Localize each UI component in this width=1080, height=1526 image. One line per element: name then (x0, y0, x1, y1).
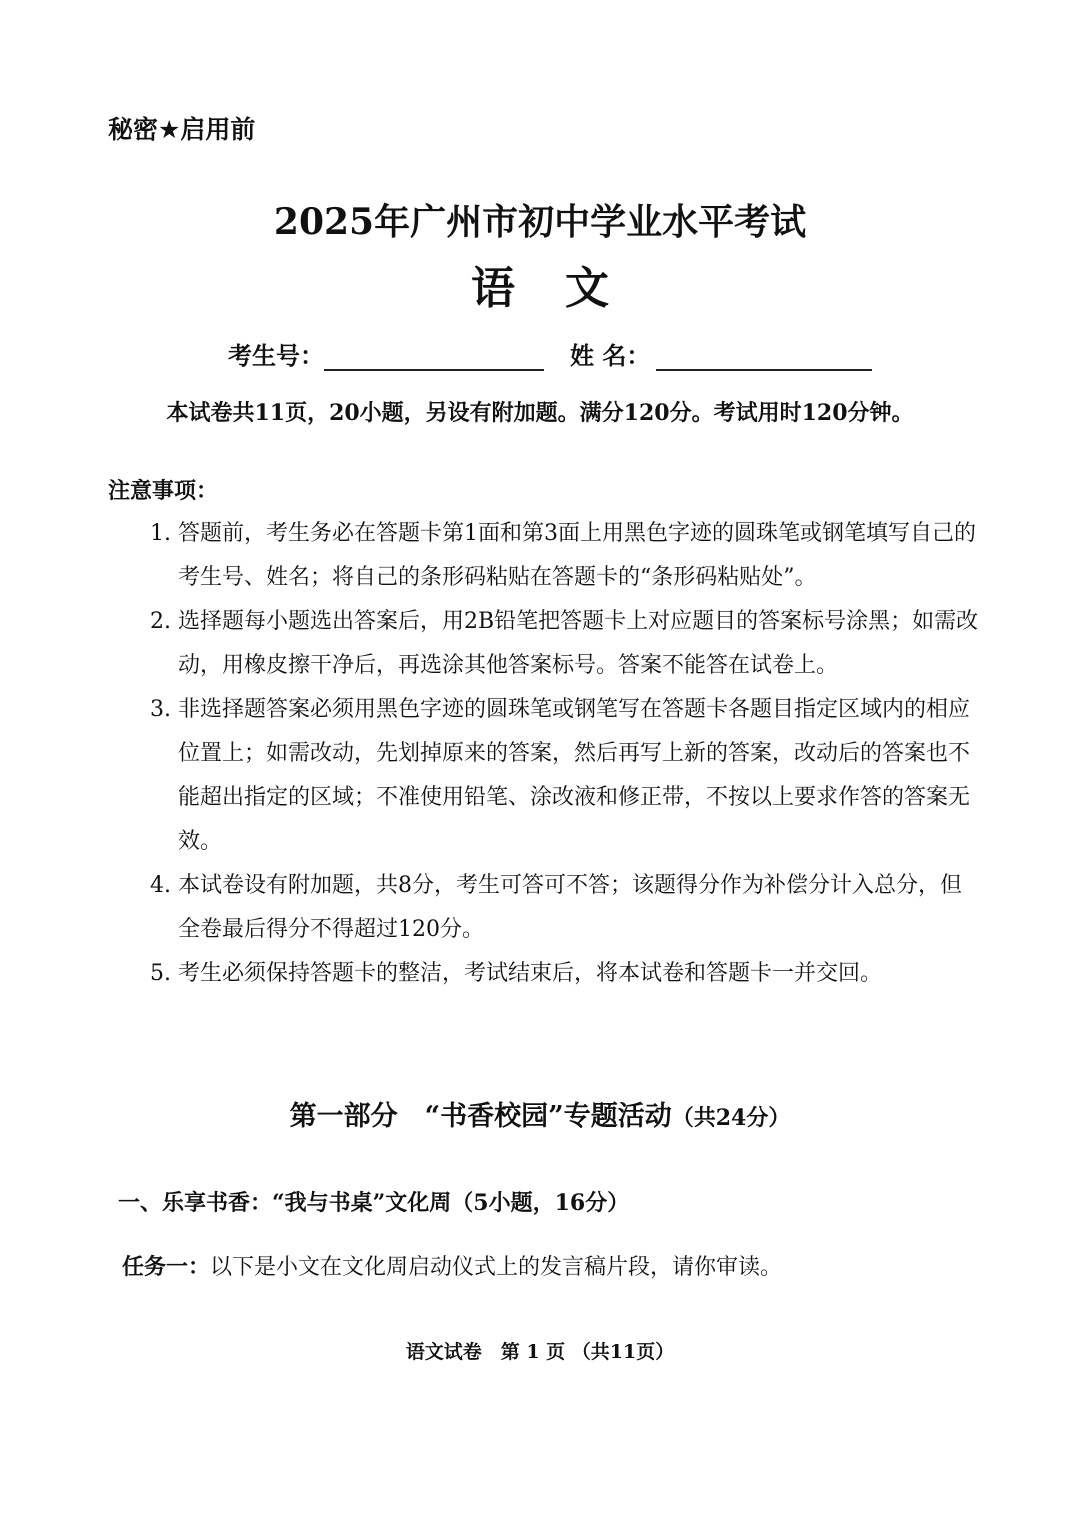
notes-title: 注意事项： (108, 478, 219, 504)
exam-info: 本试卷共11页，20小题，另设有附加题。满分120分。考试用时120分钟。 (166, 400, 914, 426)
candidate-number-blank[interactable] (324, 343, 544, 371)
subject-title: 语文 (471, 263, 659, 314)
note-item (150, 512, 980, 600)
note-item (150, 864, 980, 952)
candidate-fields (228, 336, 872, 371)
note-text: 答题前，考生务必在答题卡第1面和第3面上用黑色字迹的圆珠笔或钢笔填写自己的考生号、姓名；将自己的条形码粘贴在答题卡的“条形码粘贴处”。 (178, 521, 976, 590)
note-item (150, 688, 980, 864)
note-item (150, 952, 980, 996)
page-footer: 语文试卷 第 1 页 （共11页） (405, 1341, 675, 1363)
notes-list (150, 512, 980, 996)
name-blank[interactable] (656, 343, 872, 371)
task-text: 以下是小文在文化周启动仪式上的发言稿片段，请你审读。 (210, 1255, 783, 1280)
part-score: （共24分） (671, 1105, 791, 1131)
note-number: 5. (150, 961, 171, 986)
secret-mark: 秘密★启用前 (108, 115, 256, 144)
note-text: 选择题每小题选出答案后，用2B铅笔把答题卡上对应题目的答案标号涂黑；如需改动，用橡皮擦干净后，再选涂其他答案标号。答案不能答在试卷上。 (178, 609, 979, 678)
note-number: 1. (150, 521, 171, 546)
task-label: 任务一： (122, 1254, 211, 1280)
section-heading: 一、乐享书香：“我与书桌”文化周（5小题，16分） (118, 1190, 630, 1216)
exam-title: 2025年广州市初中学业水平考试 (273, 201, 807, 243)
note-number: 4. (150, 873, 171, 898)
task-one (122, 1250, 782, 1281)
note-item (150, 600, 980, 688)
note-number: 3. (150, 697, 171, 722)
note-text: 本试卷设有附加题，共8分，考生可答可不答；该题得分作为补偿分计入总分，但全卷最后得分不得超过120分。 (178, 873, 962, 942)
note-text: 非选择题答案必须用黑色字迹的圆珠笔或钢笔写在答题卡各题目指定区域内的相应位置上；如需改动，先划掉原来的答案，然后再写上新的答案，改动后的答案也不能超出指定的区域；不准使用铅笔、涂改液和修正带，不按以上要求作答的答案无效。 (178, 697, 971, 854)
candidate-number-label: 考生号： (228, 341, 324, 370)
name-label: 姓 名： (570, 341, 651, 370)
part-heading (0, 1094, 1080, 1133)
note-number: 2. (150, 609, 171, 634)
part-heading-text: 第一部分 “书香校园”专题活动 (289, 1101, 672, 1132)
note-text: 考生必须保持答题卡的整洁，考试结束后，将本试卷和答题卡一并交回。 (178, 961, 883, 986)
